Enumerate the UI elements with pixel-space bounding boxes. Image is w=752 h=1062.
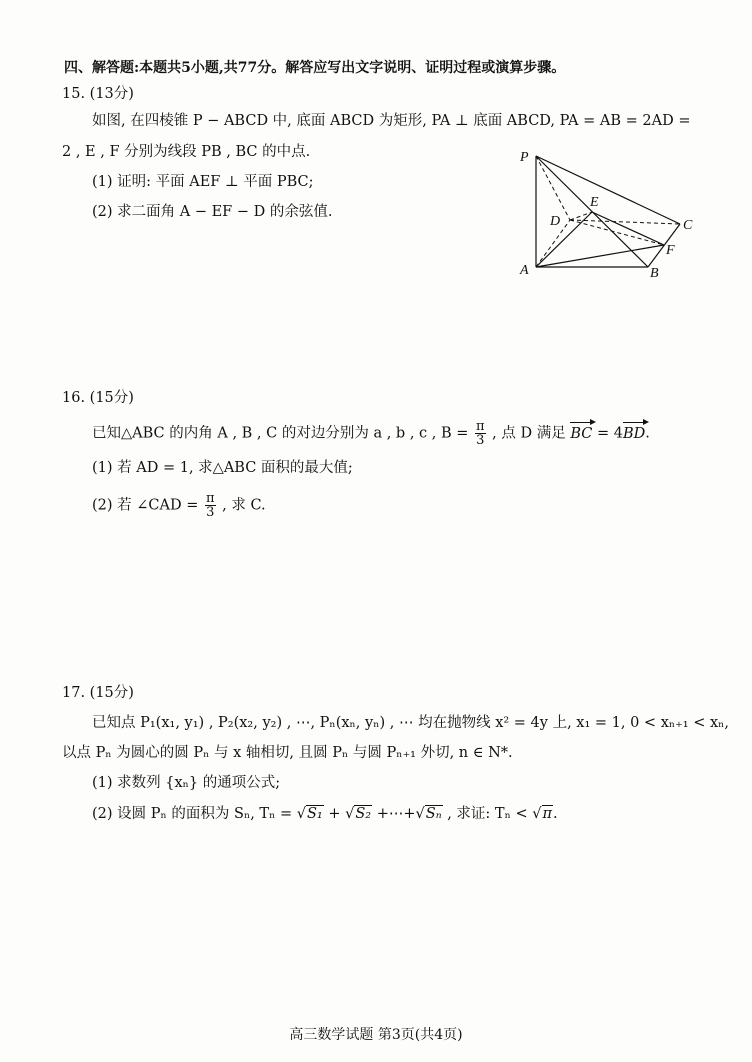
q16-part2-text-b: , 求 C.	[222, 497, 266, 514]
edge-dc-hidden	[570, 220, 680, 224]
frac-num: π	[205, 491, 215, 506]
frac-den: 3	[206, 505, 215, 520]
q17-part2-text-a: (2) 设圆 Pₙ 的面积为 Sₙ, Tₙ =	[92, 806, 293, 822]
q16-frac-pi-over-3	[475, 420, 486, 447]
sqrt-pi: √π	[532, 806, 553, 822]
sqrt-s2: √S₂	[345, 806, 372, 822]
label-p: P	[520, 150, 529, 165]
sqrt-s1: √S₁	[296, 806, 323, 822]
label-c: C	[683, 218, 693, 233]
q17-line2: 以点 Pₙ 为圆心的圆 Pₙ 与 x 轴相切, 且圆 Pₙ 与圆 Pₙ₊₁ 外切, n ∈ N*.	[62, 745, 513, 761]
q16-part1: (1) 若 AD = 1, 求△ABC 面积的最大值;	[92, 460, 353, 476]
frac-den: 3	[476, 433, 485, 448]
frac-num: π	[476, 419, 485, 434]
q16-part2-frac	[205, 492, 216, 519]
q16-line1-text-b: , 点 D 满足	[492, 425, 566, 442]
q16-line1-text-a: 已知△ABC 的内角 A , B , C 的对边分别为 a , b , c , B =	[92, 425, 469, 442]
q16-part2	[92, 492, 266, 519]
q16-eq: = 4	[592, 425, 623, 442]
label-d: D	[550, 214, 561, 229]
q15-number: 15. (13分)	[62, 86, 134, 102]
q17-part1: (1) 求数列 {xₙ} 的通项公式;	[92, 775, 281, 791]
q16-number: 16. (15分)	[62, 390, 134, 406]
label-b: B	[650, 266, 659, 280]
radicand: S₁	[307, 806, 323, 822]
q17-line1: 已知点 P₁(x₁, y₁) , P₂(x₂, y₂) , ⋯, Pₙ(xₙ, yₙ) , ⋯ 均在抛物线 x² = 4y 上, x₁ = 1, 0 < xₙ₊₁ < xₙ,	[92, 715, 730, 731]
q15-part2: (2) 求二面角 A − EF − D 的余弦值.	[92, 204, 333, 220]
q17-number: 17. (15分)	[62, 685, 134, 701]
q17-part2-end: .	[553, 806, 558, 822]
sqrt-sn: √Sₙ	[415, 806, 442, 822]
q16-line1-end: .	[645, 425, 650, 442]
vector-bc: BC	[570, 425, 593, 442]
q15-part1: (1) 证明: 平面 AEF ⊥ 平面 PBC;	[92, 174, 314, 190]
q16-line1	[92, 420, 650, 447]
label-f: F	[666, 243, 675, 258]
edge-pd-hidden	[536, 156, 570, 220]
pyramid-figure	[508, 140, 708, 280]
q17-part2-text-b: , 求证: Tₙ <	[447, 806, 528, 822]
q16-part2-text-a: (2) 若 ∠CAD =	[92, 497, 199, 514]
plus-ellipsis: +⋯+	[372, 806, 416, 822]
label-a: A	[520, 263, 529, 278]
vector-bd: BD	[622, 425, 646, 442]
radicand: Sₙ	[425, 806, 442, 822]
q15-intro-line1: 如图, 在四棱锥 P − ABCD 中, 底面 ABCD 为矩形, PA ⊥ 底面 ABCD, PA = AB = 2AD =	[92, 113, 691, 129]
section-header: 四、解答题:本题共5小题,共77分。解答应写出文字说明、证明过程或演算步骤。	[64, 60, 566, 76]
plus: +	[323, 806, 346, 822]
q17-part2	[92, 804, 558, 824]
page-footer: 高三数学试题 第3页(共4页)	[289, 1027, 463, 1043]
radicand: S₂	[355, 806, 372, 822]
radicand: π	[542, 806, 553, 822]
q15-intro-line2: 2 , E , F 分别为线段 PB , BC 的中点.	[62, 144, 311, 160]
segment-ef	[592, 212, 664, 245]
label-e: E	[590, 195, 599, 210]
